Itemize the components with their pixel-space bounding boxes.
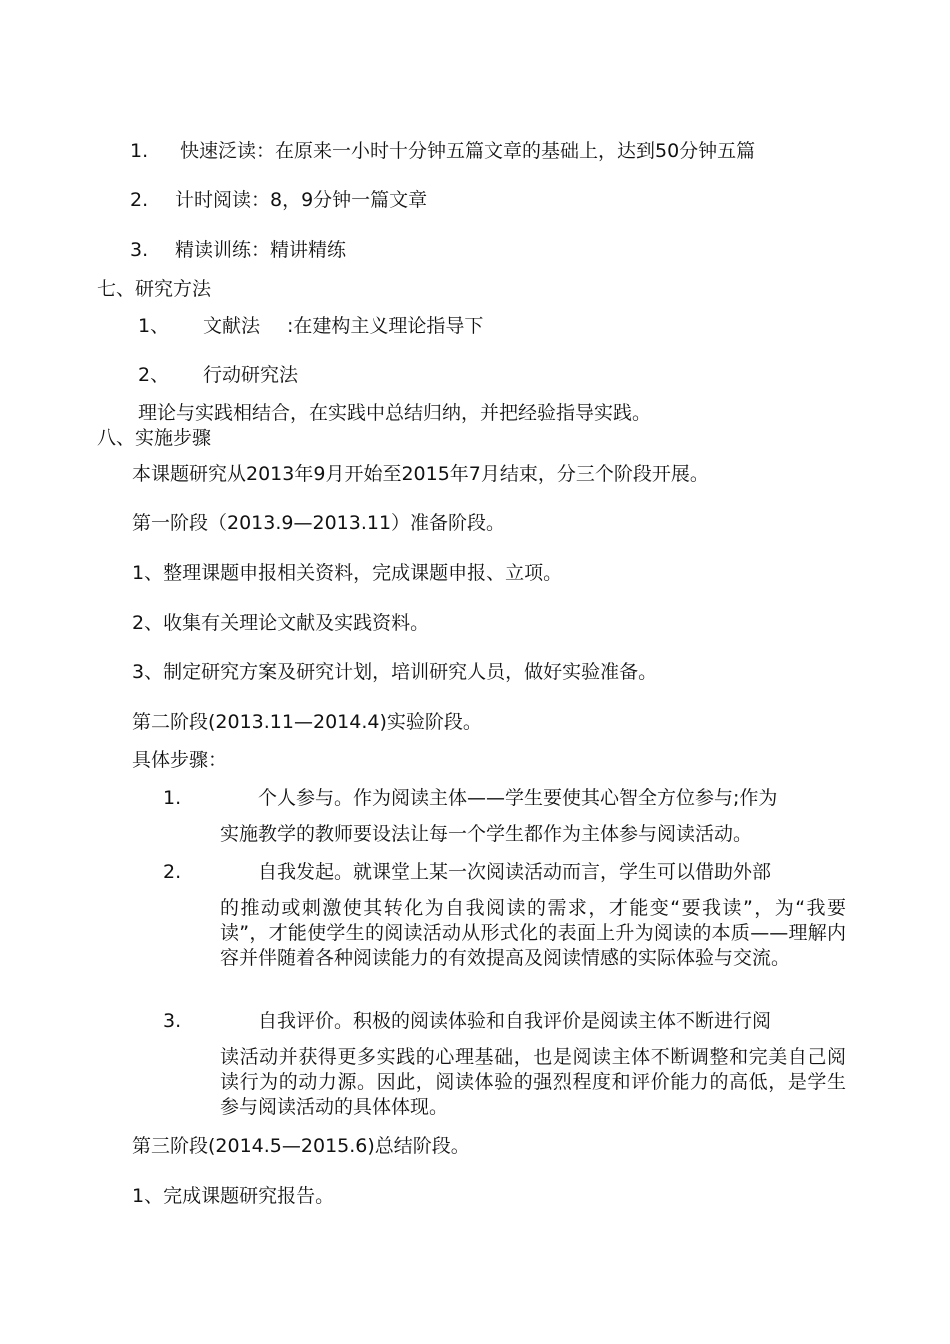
stage2-steps-label: 具体步骤： (132, 749, 228, 771)
goal-3-text: 精读训练：精讲精练 (175, 239, 347, 261)
step-2-number: 2. (163, 861, 182, 883)
step-3-number: 3. (163, 1010, 182, 1032)
goal-3-number: 3. (130, 239, 149, 261)
method-1-detail: :在建构主义理论指导下 (287, 315, 484, 337)
stage3-item-1: 1、完成课题研究报告。 (132, 1185, 335, 1207)
goal-1-text: 快速泛读：在原来一小时十分钟五篇文章的基础上，达到50分钟五篇 (180, 140, 756, 162)
step-1-number: 1. (163, 787, 182, 809)
section8-intro: 本课题研究从2013年9月开始至2015年7月结束，分三个阶段开展。 (132, 463, 709, 485)
method-2-number: 2、 (138, 364, 170, 386)
method-1-number: 1、 (138, 315, 170, 337)
goal-1-number: 1. (130, 140, 149, 162)
section7-heading: 七、研究方法 (97, 278, 212, 300)
step-2-first-line: 自我发起。就课堂上某一次阅读活动而言，学生可以借助外部 (258, 861, 772, 883)
goal-2-text: 计时阅读：8，9分钟一篇文章 (175, 189, 428, 211)
section7-note: 理论与实践相结合，在实践中总结归纳，并把经验指导实践。 (138, 402, 652, 424)
method-1-name: 文献法 (203, 315, 261, 337)
stage2-title: 第二阶段(2013.11—2014.4)实验阶段。 (132, 711, 482, 733)
stage1-title: 第一阶段（2013.9—2013.11）准备阶段。 (132, 512, 506, 534)
step-3-first-line: 自我评价。积极的阅读体验和自我评价是阅读主体不断进行阅 (258, 1010, 772, 1032)
stage1-item-3: 3、制定研究方案及研究计划，培训研究人员，做好实验准备。 (132, 661, 658, 683)
method-2-name: 行动研究法 (203, 364, 299, 386)
stage1-item-1: 1、整理课题申报相关资料，完成课题申报、立项。 (132, 562, 563, 584)
section8-heading: 八、实施步骤 (97, 427, 212, 449)
step-3-continuation: 读活动并获得更多实践的心理基础，也是阅读主体不断调整和完美自己阅读行为的动力源。因此，阅读体验的强烈程度和评价能力的高低，是学生参与阅读活动的具体体现。 (220, 1046, 846, 1118)
goal-2-number: 2. (130, 189, 149, 211)
stage3-title: 第三阶段(2014.5—2015.6)总结阶段。 (132, 1135, 470, 1157)
step-1-continuation: 实施教学的教师要设法让每一个学生都作为主体参与阅读活动。 (220, 823, 753, 845)
step-1-first-line: 个人参与。作为阅读主体——学生要使其心智全方位参与;作为 (258, 787, 778, 809)
stage1-item-2: 2、收集有关理论文献及实践资料。 (132, 612, 430, 634)
step-2-continuation: 的推动或刺激使其转化为自我阅读的需求，才能变“要我读”，为“我要读”，才能使学生的阅读活动从形式化的表面上升为阅读的本质——理解内容并伴随着各种阅读能力的有效提高及阅读情感的实际体验与交流。 (220, 897, 846, 969)
